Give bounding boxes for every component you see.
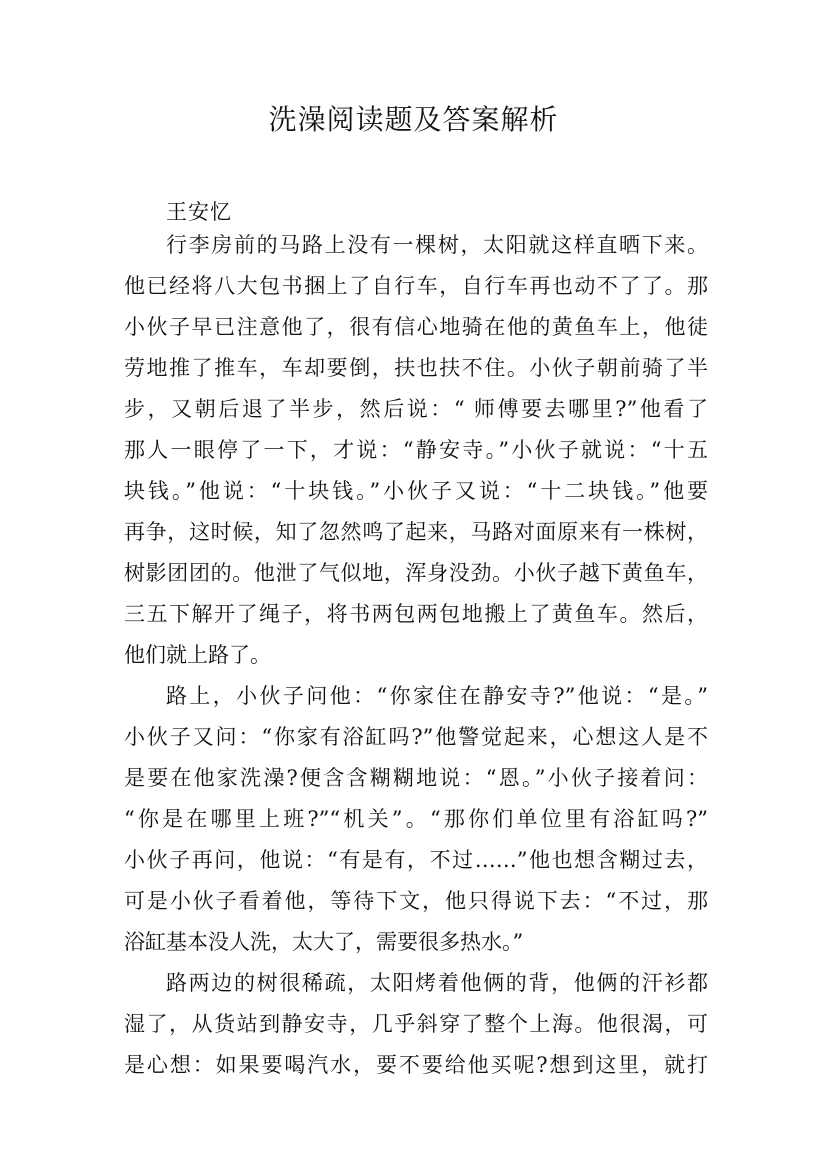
text-line: 小伙子再问，他说：“有是有，不过……”他也想含糊过去， (124, 848, 708, 872)
text-line: 路两边的树很稀疏，太阳烤着他俩的背，他俩的汗衫都 (166, 971, 708, 995)
text-line: “你是在哪里上班?”“机关”。“那你们单位里有浴缸吗?” (124, 807, 708, 831)
text-line: 劳地推了推车，车却要倒，扶也扶不住。小伙子朝前骑了半 (124, 356, 708, 380)
text-line: 步，又朝后退了半步，然后说：“ 师傅要去哪里?”他看了 (124, 397, 708, 421)
text-line: 可是小伙子看着他，等待下文，他只得说下去：“不过，那 (124, 889, 708, 913)
text-line: 三五下解开了绳子，将书两包两包地搬上了黄鱼车。然后， (124, 602, 708, 626)
text-line: 树影团团的。他泄了气似地，浑身没劲。小伙子越下黄鱼车， (124, 561, 708, 585)
text-line: 行李房前的马路上没有一棵树，太阳就这样直晒下来。 (166, 233, 708, 257)
text-line: 那人一眼停了一下，才说：“静安寺。”小伙子就说：“十五 (124, 438, 708, 462)
text-line: 湿了，从货站到静安寺，几乎斜穿了整个上海。他很渴，可 (124, 1012, 708, 1036)
text-line: 块钱。”他说：“十块钱。”小伙子又说：“十二块钱。”他要 (124, 479, 708, 503)
text-line: 是心想：如果要喝汽水，要不要给他买呢?想到这里，就打 (124, 1053, 708, 1077)
text-line: 浴缸基本没人洗，太大了，需要很多热水。” (124, 930, 524, 954)
author-name: 王安忆 (166, 200, 232, 224)
text-line: 他已经将八大包书捆上了自行车，自行车再也动不了了。那 (124, 274, 708, 298)
text-line: 他们就上路了。 (124, 643, 271, 667)
document-title: 洗澡阅读题及答案解析 (268, 103, 559, 136)
text-line: 路上，小伙子问他：“你家住在静安寺?”他说：“是。” (166, 684, 708, 708)
text-line: 是要在他家洗澡?便含含糊糊地说：“恩。”小伙子接着问： (124, 766, 708, 790)
text-line: 小伙子早已注意他了，很有信心地骑在他的黄鱼车上，他徒 (124, 315, 708, 339)
text-line: 小伙子又问：“你家有浴缸吗?”他警觉起来，心想这人是不 (124, 725, 708, 749)
text-line: 再争，这时候，知了忽然鸣了起来，马路对面原来有一株树， (124, 520, 708, 544)
